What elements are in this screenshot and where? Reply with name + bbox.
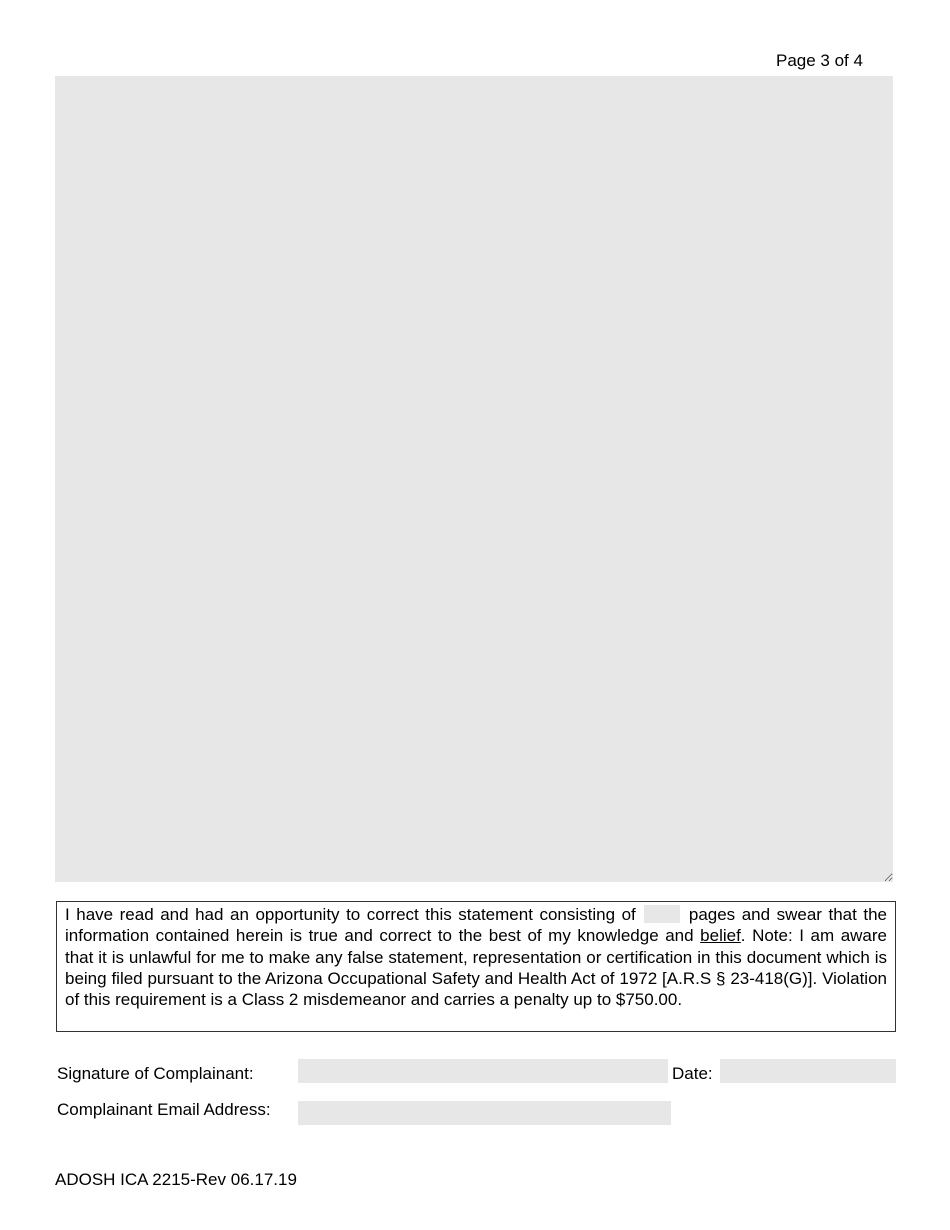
email-field[interactable] xyxy=(298,1101,671,1125)
statement-text-field[interactable] xyxy=(55,76,893,882)
affirmation-text-3: . Note: I am aware that it is unlawful for me to make any false statement, representation or certification in this document which is being filed pursuant to the Arizona Occupational Safety and Health Act of 1972 [A.R.S § 23-418(G)]. Violation of this requirement is a Class 2 misdemeanor and carries a penalty up to $750.00. xyxy=(65,926,888,1010)
page-count-field[interactable] xyxy=(644,905,680,923)
form-identifier: ADOSH ICA 2215-Rev 06.17.19 xyxy=(55,1170,297,1189)
affirmation-text-1: I have read and had an opportunity to correct this statement consisting of xyxy=(65,905,636,924)
affirmation-text-2: pages and swear that the information contained herein is true and correct to the best of my knowledge and xyxy=(65,905,888,946)
page-number: Page 3 of 4 xyxy=(776,51,863,70)
signature-label: Signature of Complainant: xyxy=(57,1064,254,1083)
affirmation-statement xyxy=(56,901,896,1032)
affirmation-underlined-word: belief xyxy=(700,926,741,946)
date-field[interactable] xyxy=(720,1059,896,1083)
signature-field[interactable] xyxy=(298,1059,668,1083)
date-label: Date: xyxy=(672,1064,713,1083)
email-label: Complainant Email Address: xyxy=(57,1100,271,1119)
